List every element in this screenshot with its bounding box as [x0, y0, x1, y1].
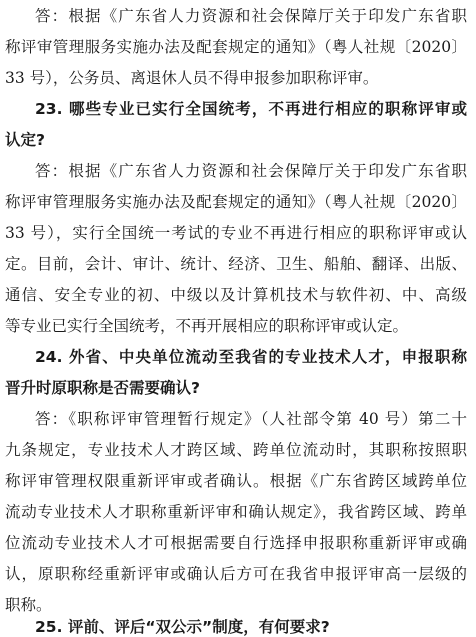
question-24-line-2: 晋升时原职称是否需要确认?	[5, 379, 200, 397]
question-25-line-1: 25. 评前、评后“双公示”制度，有何要求?	[35, 618, 330, 636]
answer-24-line-3: 称评审管理权限重新评审或者确认。根据《广东省跨区域跨单位	[5, 472, 467, 490]
answer-22-line-2: 称评审管理服务实施办法及配套规定的通知》（粤人社规〔2020〕	[5, 38, 467, 56]
answer-23-line-4: 定。目前，会计、审计、统计、经济、卫生、船舶、翻译、出版、	[5, 255, 467, 273]
answer-24-line-5: 位流动专业技术人才可根据需要自行选择申报职称重新评审或确	[5, 534, 467, 552]
answer-22-line-1: 答：根据《广东省人力资源和社会保障厅关于印发广东省职	[35, 7, 467, 25]
question-23-line-2: 认定?	[5, 131, 45, 149]
answer-24-line-7: 职称。	[5, 596, 52, 614]
answer-24-line-6: 认，原职称经重新评审或确认后方可在我省申报评审高一层级的	[5, 565, 467, 583]
answer-24-line-1: 答：《职称评审管理暂行规定》（人社部令第 40 号）第二十	[35, 410, 467, 428]
answer-23-line-1: 答：根据《广东省人力资源和社会保障厅关于印发广东省职	[35, 162, 467, 180]
answer-23-line-3: 33 号），实行全国统一考试的专业不再进行相应的职称评审或认	[5, 224, 467, 242]
answer-23-line-2: 称评审管理服务实施办法及配套规定的通知》（粤人社规〔2020〕	[5, 193, 467, 211]
question-24-line-1: 24. 外省、中央单位流动至我省的专业技术人才，申报职称	[35, 348, 467, 366]
answer-24-line-4: 流动专业技术人才职称重新评审和确认规定》，我省跨区域、跨单	[5, 503, 467, 521]
question-23-line-1: 23. 哪些专业已实行全国统考，不再进行相应的职称评审或	[35, 100, 467, 118]
answer-23-line-5: 通信、安全专业的初、中级以及计算机技术与软件初、中、高级	[5, 286, 467, 304]
answer-22-line-3: 33 号），公务员、离退休人员不得申报参加职称评审。	[5, 69, 379, 87]
answer-24-line-2: 九条规定，专业技术人才跨区域、跨单位流动时，其职称按照职	[5, 441, 467, 459]
answer-23-line-6: 等专业已实行全国统考，不再开展相应的职称评审或认定。	[5, 317, 409, 335]
